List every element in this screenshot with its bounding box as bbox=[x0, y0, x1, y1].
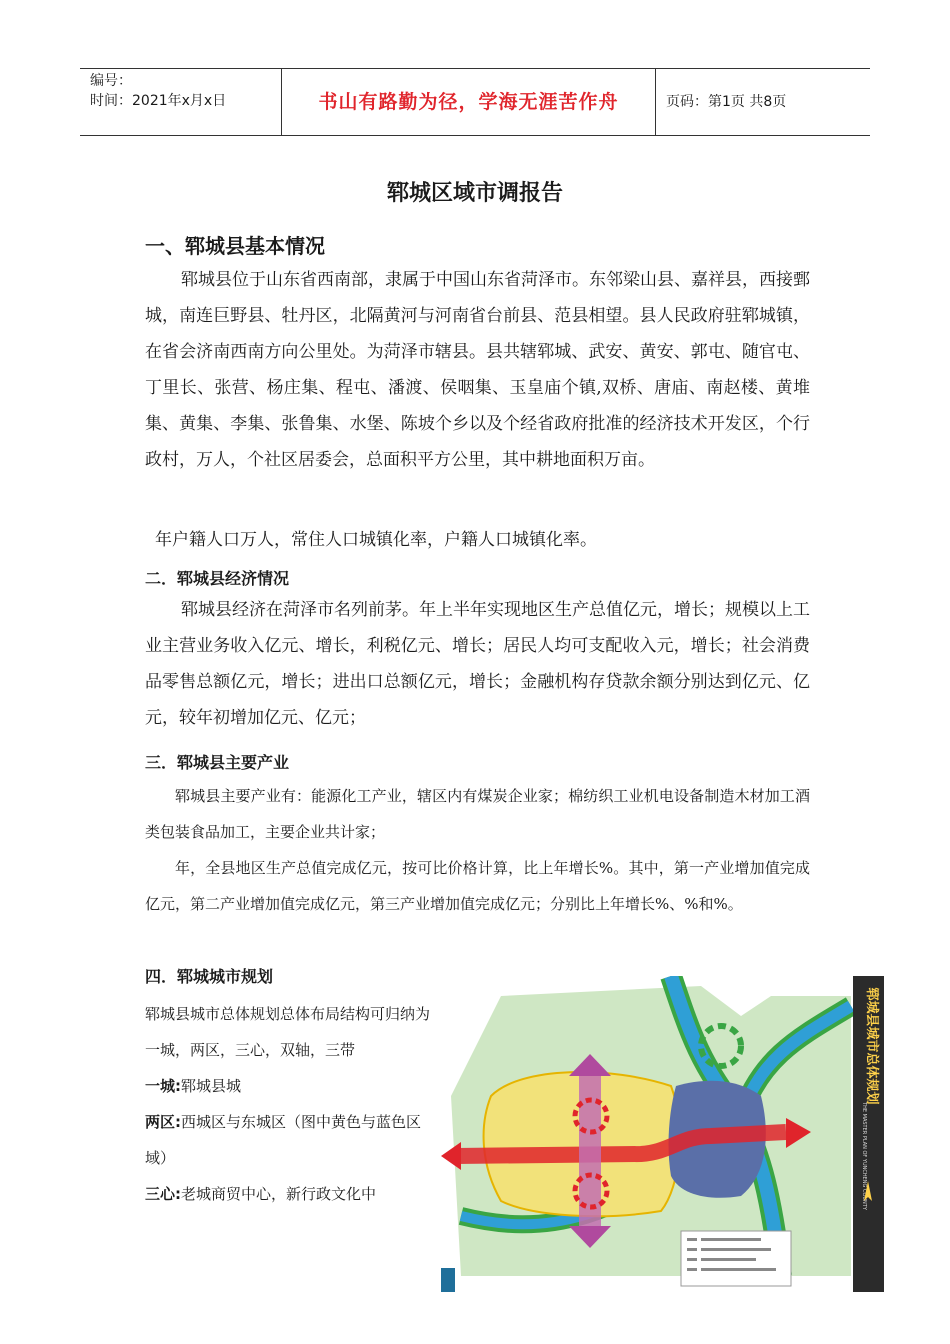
date-label: 时间：2021年x月x日 bbox=[90, 93, 227, 109]
section-3-paragraph-1: 郓城县主要产业有：能源化工产业，辖区内有煤炭企业家；棉纺织工业机电设备制造木材加工酒类包装食品加工，主要企业共计家； bbox=[145, 787, 810, 841]
item-text: 郓城县城 bbox=[181, 1077, 242, 1095]
item-label: 一城: bbox=[145, 1077, 181, 1095]
section-3-paragraph-2: 年，全县地区生产总值完成亿元，按可比价格计算，比上年增长%。其中，第一产业增加值完成亿元，第二产业增加值完成亿元，第三产业增加值完成亿元；分别比上年增长%、%和%。 bbox=[145, 859, 810, 913]
section-2-heading: 二．郓城县经济情况 bbox=[145, 569, 290, 588]
section-1-population: 年户籍人口万人，常住人口城镇化率，户籍人口城镇化率。 bbox=[155, 530, 597, 550]
item-text: 西城区与东城区（图中黄色与蓝色区域） bbox=[145, 1113, 422, 1167]
map-banner-subtitle: THE MASTER PLAN OF YUNCHENG COUNTY bbox=[861, 1102, 867, 1210]
plan-intro: 郓城县城市总体规划总体布局结构可归纳为一城，两区，三心，双轴，三带 bbox=[145, 1005, 431, 1059]
plan-item-three-centers bbox=[145, 1176, 441, 1212]
plan-item-two-districts bbox=[145, 1104, 441, 1176]
page-info: 页码：第1页 共8页 bbox=[666, 94, 787, 110]
header-meta bbox=[80, 69, 282, 135]
item-label: 三心: bbox=[145, 1185, 181, 1203]
master-plan-map bbox=[441, 976, 884, 1292]
section-2-paragraph: 郓城县经济在菏泽市名列前茅。年上半年实现地区生产总值亿元，增长；规模以上工业主营业务收入亿元、增长，利税亿元、增长；居民人均可支配收入元，增长；社会消费品零售总额亿元，增长；进出口总额亿元，增长；金融机构存贷款余额分别达到亿元、亿元，较年初增加亿元、亿元； bbox=[145, 600, 810, 728]
section-1-paragraph: 郓城县位于山东省西南部，隶属于中国山东省菏泽市。东邻梁山县、嘉祥县，西接鄄城，南连巨野县、牡丹区，北隔黄河与河南省台前县、范县相望。县人民政府驻郓城镇，在省会济南西南方向公里处。为菏泽市辖县。县共辖郓城、武安、黄安、郭屯、随官屯、丁里长、张营、杨庄集、程屯、潘渡、侯咽集、玉皇庙个镇,双桥、唐庙、南赵楼、黄堆集、黄集、李集、张鲁集、水堡、陈坡个乡以及个经省政府批准的经济技术开发区，个行政村，万人，个社区居委会，总面积平方公里，其中耕地面积万亩。 bbox=[145, 270, 810, 470]
plan-item-one-city bbox=[145, 1068, 445, 1104]
map-banner-title: 郓城县城市总体规划 bbox=[864, 987, 879, 1105]
section-4-heading: 四．郓城城市规划 bbox=[145, 967, 274, 986]
motto: 书山有路勤为径，学海无涯苦作舟 bbox=[282, 69, 656, 135]
item-text: 老城商贸中心，新行政文化中 bbox=[181, 1185, 377, 1203]
page-title: 郓城区域市调报告 bbox=[386, 181, 563, 206]
header-table bbox=[80, 68, 870, 136]
section-3-heading: 三．郓城县主要产业 bbox=[145, 753, 290, 772]
serial-label: 编号： bbox=[90, 73, 132, 89]
item-label: 两区: bbox=[145, 1113, 181, 1131]
section-1-heading: 一、郓城县基本情况 bbox=[145, 234, 325, 258]
